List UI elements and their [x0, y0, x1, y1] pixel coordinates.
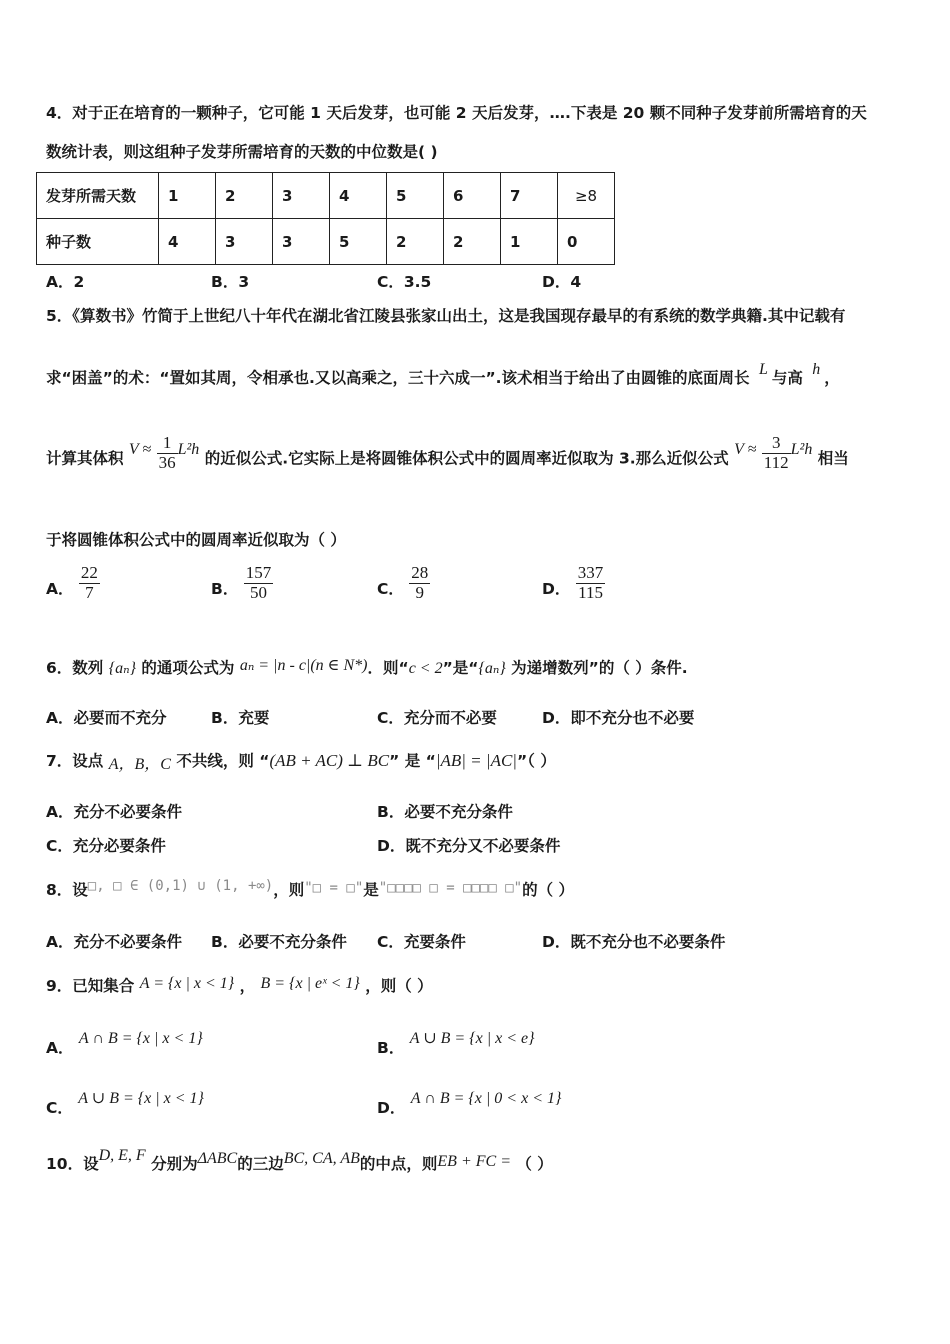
text: 分别为	[151, 1155, 198, 1173]
option-math: A ∪ B = {x | x < e}	[409, 1030, 535, 1047]
q6-option-a: A．必要而不充分	[46, 709, 167, 727]
option-label: B．	[377, 1039, 405, 1057]
var-h: h	[812, 361, 821, 378]
table-cell: 3	[216, 219, 273, 265]
table-cell: 1	[159, 173, 216, 219]
condition-1: (AB + AC) ⊥ BC	[269, 751, 390, 770]
text: （ ）	[516, 1155, 553, 1173]
text: ”（ ）	[516, 752, 556, 770]
q5-option-c	[377, 564, 430, 602]
q9-option-b	[377, 1026, 535, 1057]
points: A，B，C	[108, 756, 171, 773]
numerator: 3	[762, 434, 791, 454]
sequence: {aₙ}	[478, 660, 506, 677]
q8-option-c: C．充要条件	[377, 933, 466, 951]
fraction-1-36	[157, 434, 178, 472]
garbled-formula-1: □, □ ∈ (0,1) ∪ (1, +∞)	[87, 878, 274, 894]
q4-line1: 4．对于正在培育的一颗种子，它可能 1 天后发芽，也可能 2 天后发芽，….下表是 20 颗不同种子发芽前所需培育的天	[46, 104, 867, 122]
denominator: 112	[763, 452, 789, 472]
denominator: 36	[158, 452, 176, 472]
text: 6．数列	[46, 659, 104, 677]
points: D, E, F	[98, 1147, 146, 1164]
q5-line2	[46, 361, 840, 388]
q5-line1: 5．《算数书》竹简于上世纪八十年代在湖北省江陵县张家山出土，这是我国现存最早的有系统的数学典籍.其中记载有	[46, 307, 846, 325]
q7-option-b: B．必要不充分条件	[377, 803, 513, 821]
numerator: 337	[577, 563, 604, 582]
formula-2-right: L²h	[790, 440, 813, 458]
q8-option-d: D．既不充分也不必要条件	[542, 933, 726, 951]
q9-option-a	[46, 1026, 203, 1057]
general-term-formula: aₙ = |n - c|(n ∈ N*)	[239, 657, 368, 674]
text: 相当	[817, 449, 849, 468]
q10-line	[46, 1147, 553, 1174]
q7-option-c: C．充分必要条件	[46, 837, 166, 855]
text: ，	[824, 369, 840, 387]
q4-option-d: D．4	[542, 273, 582, 291]
text: 的中点，则	[359, 1155, 438, 1173]
q8-option-a: A．充分不必要条件	[46, 933, 182, 951]
option-fraction	[576, 564, 606, 602]
condition-2: |AB| = |AC|	[435, 751, 517, 770]
denominator: 115	[578, 582, 603, 602]
numerator: 28	[411, 563, 429, 582]
seed-days-table	[36, 172, 615, 265]
text: 的三边	[237, 1155, 284, 1173]
var-L: L	[758, 361, 768, 378]
q7-option-d: D．既不充分又不必要条件	[377, 837, 561, 855]
q5-line3	[46, 433, 849, 478]
sequence: {aₙ}	[108, 660, 136, 677]
option-label: C．	[46, 1099, 73, 1117]
q7-option-a: A．充分不必要条件	[46, 803, 182, 821]
option-label: D．	[377, 1099, 406, 1117]
table-cell: 1	[501, 219, 558, 265]
garbled-formula-3: "□□□□ □ = □□□□ □"	[378, 880, 523, 896]
fraction-3-112	[762, 434, 791, 472]
denominator: 9	[415, 582, 425, 602]
option-fraction	[79, 564, 100, 602]
q6-option-d: D．即不充分也不必要	[542, 709, 695, 727]
q5-option-b	[211, 564, 273, 602]
text: 7．设点	[46, 752, 104, 770]
table-cell: 6	[444, 173, 501, 219]
text: ，	[239, 977, 256, 995]
text: 的通项公式为	[141, 659, 235, 677]
triangle: ΔABC	[197, 1150, 238, 1167]
q4-option-c: C．3.5	[377, 273, 432, 291]
q4-line2: 数统计表，则这组种子发芽所需培育的天数的中位数是( )	[46, 143, 438, 161]
table-cell: 2	[216, 173, 273, 219]
denominator: 7	[85, 582, 94, 602]
text: 计算其体积	[46, 449, 124, 468]
text: 的近似公式.它实际上是将圆锥体积公式中的圆周率近似取为 3.那么近似公式	[204, 449, 729, 468]
option-label: A．	[46, 579, 74, 598]
vector-expression: EB + FC =	[437, 1153, 511, 1170]
q6-option-b: B．充要	[211, 709, 270, 727]
q8-option-b: B．必要不充分条件	[211, 933, 347, 951]
set-b: B = {x | eˣ < 1}	[260, 975, 360, 992]
option-math: A ∩ B = {x | 0 < x < 1}	[410, 1090, 562, 1107]
option-fraction	[244, 564, 274, 602]
q9-line	[46, 974, 433, 996]
table-cell: 5	[330, 219, 387, 265]
text: 不共线，则 “	[176, 752, 270, 770]
text: ” 是 “	[389, 752, 436, 770]
table-cell: 2	[387, 219, 444, 265]
q6-line	[46, 656, 688, 678]
numerator: 1	[157, 434, 178, 454]
option-label: A．	[46, 1039, 74, 1057]
q9-option-d	[377, 1086, 562, 1117]
q8-line	[46, 878, 574, 900]
text: ，则	[273, 881, 305, 899]
option-fraction	[409, 564, 430, 602]
q5-line4: 于将圆锥体积公式中的圆周率近似取为（ ）	[46, 531, 346, 549]
q6-option-c: C．充分而不必要	[377, 709, 497, 727]
table-cell: 2	[444, 219, 501, 265]
numerator: 157	[245, 563, 272, 582]
option-label: D．	[542, 579, 571, 598]
text: 8．设	[46, 881, 88, 899]
text: 是	[363, 881, 379, 899]
q4-option-b: B．3	[211, 273, 250, 291]
row-header-days: 发芽所需天数	[37, 173, 159, 219]
garbled-formula-2: "□ = □"	[304, 880, 364, 896]
option-math: A ∩ B = {x | x < 1}	[78, 1030, 203, 1047]
text: ”是“	[442, 659, 479, 677]
numerator: 22	[80, 563, 98, 582]
formula-1-right: L²h	[177, 440, 200, 458]
denominator: 50	[249, 582, 267, 602]
table-cell: 4	[330, 173, 387, 219]
row-header-seeds: 种子数	[37, 219, 159, 265]
q9-option-c	[46, 1086, 204, 1117]
option-math: A ∪ B = {x | x < 1}	[78, 1090, 204, 1107]
formula-1-left: V ≈	[128, 440, 152, 458]
table-cell: 4	[159, 219, 216, 265]
table-row	[37, 173, 615, 219]
table-cell: 0	[558, 219, 615, 265]
text: 9．已知集合	[46, 977, 135, 995]
text: 为递增数列”的（ ）条件.	[511, 659, 688, 677]
table-cell: 5	[387, 173, 444, 219]
table-row	[37, 219, 615, 265]
table-cell: 3	[273, 219, 330, 265]
condition: c < 2	[408, 660, 443, 677]
text: 与高	[771, 369, 803, 387]
set-a: A = {x | x < 1}	[139, 975, 235, 992]
q5-option-a	[46, 564, 100, 602]
q5-option-d	[542, 564, 605, 602]
text: ．则“	[367, 659, 409, 677]
table-cell: ≥8	[558, 173, 615, 219]
q4-option-a: A．2	[46, 273, 85, 291]
option-label: B．	[211, 579, 239, 598]
table-cell: 7	[501, 173, 558, 219]
text: 的（ ）	[522, 881, 574, 899]
text: 求“困盖”的术：“置如其周，令相承也.又以高乘之，三十六成一”.该术相当于给出了由圆锥的底面周长	[46, 369, 750, 387]
text: 10．设	[46, 1155, 99, 1173]
sides: BC, CA, AB	[283, 1150, 360, 1167]
formula-2-left: V ≈	[734, 440, 757, 458]
text: ，则（ ）	[365, 977, 433, 995]
table-cell: 3	[273, 173, 330, 219]
q7-line	[46, 748, 556, 771]
option-label: C．	[377, 579, 404, 598]
